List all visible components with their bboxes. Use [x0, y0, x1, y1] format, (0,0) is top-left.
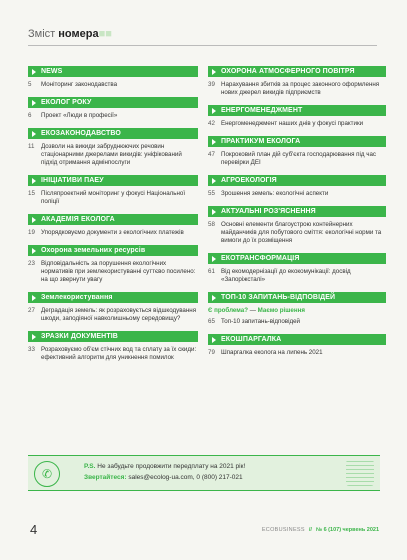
footer: ECOBUSINESS // № 6 (107) червень 2021 — [261, 527, 379, 533]
toc-entry[interactable]: 55 Зрошення земель: екологічні аспекти — [208, 190, 329, 197]
page-number: 4 — [30, 522, 38, 537]
triangle-icon — [212, 295, 216, 301]
toc-entry[interactable]: 42 Енергоменеджмент наших днів у фокусі практики — [208, 120, 364, 127]
toc-entry[interactable]: 6 Проект «Люди в професії» — [28, 112, 118, 119]
toc-section — [208, 105, 386, 128]
toc-entry[interactable]: 58 Основні елементи благоустрою контейнерних майданчиків для побутового сміття: екологічні норми та вимоги до їх розміщення — [208, 221, 382, 244]
toc-section — [28, 66, 198, 89]
toc-section — [208, 206, 386, 245]
toc-section — [28, 245, 198, 284]
section-header: Охорона земельних ресурсів — [28, 245, 198, 256]
toc-entry[interactable]: 39 Нарахування збитків за процес законного оформлення нових джерел викидів підприємств — [208, 81, 380, 96]
section-header: АКАДЕМІЯ ЕКОЛОГА — [28, 214, 198, 225]
toc-entry[interactable]: 27 Деградація земель: як розраховується відшкодування шкоди, заподіяної навколишньому середовищу? — [28, 307, 197, 322]
decorative-pattern — [346, 460, 374, 486]
triangle-icon — [32, 295, 36, 301]
toc-section — [28, 175, 198, 206]
toc-section — [28, 331, 198, 362]
triangle-icon — [32, 100, 36, 106]
section-header: ТОП-10 ЗАПИТАНЬ-ВІДПОВІДЕЙ — [208, 292, 386, 303]
triangle-icon — [212, 139, 216, 145]
toc-right-column — [208, 66, 386, 357]
toc-section — [28, 128, 198, 167]
triangle-icon — [212, 108, 216, 114]
section-header: ЕКОЗАКОНОДАВСТВО — [28, 128, 198, 139]
toc-section — [208, 334, 386, 357]
section-header: ЕКОШПАРГАЛКА — [208, 334, 386, 345]
toc-entry[interactable]: 47 Покроковий план дій суб'єкта господарювання під час перевірки ДЕІ — [208, 151, 376, 166]
toc-entry[interactable]: 79 Шпаргалка еколога на липень 2021 — [208, 349, 323, 356]
toc-section — [208, 66, 386, 97]
triangle-icon — [32, 217, 36, 223]
subscription-reminder — [28, 455, 380, 491]
toc-entry[interactable]: 19 Упорядковуємо документи з екологічних платежів — [28, 229, 184, 236]
section-header: ЕНЕРГОМЕНЕДЖМЕНТ — [208, 105, 386, 116]
toc-entry[interactable]: 61 Від екомодернізації до екокомунікації: досвід «Запоріжсталі» — [208, 268, 351, 283]
toc-entry[interactable]: 5 Моніторинг законодавства — [28, 81, 118, 88]
triangle-icon — [32, 248, 36, 254]
triangle-icon — [212, 256, 216, 262]
section-header: ЕКОЛОГ РОКУ — [28, 97, 198, 108]
phone-icon: ✆ — [34, 461, 60, 487]
section-header: NEWS — [28, 66, 198, 77]
toc-section — [208, 292, 386, 326]
triangle-icon — [32, 69, 36, 75]
page-title: Зміст номера■■ — [28, 28, 112, 40]
toc-section — [28, 292, 198, 323]
toc-entry[interactable]: 23 Відповідальність за порушення екологічних нормативів при землекористуванні суттєво посилено: на що звернути увагу — [28, 260, 196, 283]
section-header: ПРАКТИКУМ ЕКОЛОГА — [208, 136, 386, 147]
section-header: Землекористування — [28, 292, 198, 303]
contact-line: Звертайтеся: sales@ecolog-ua.com, 0 (800) 217-021 — [84, 474, 243, 481]
section-header: АКТУАЛЬНІ РОЗ'ЯСНЕННЯ — [208, 206, 386, 217]
header-divider — [28, 45, 377, 46]
section-header: АГРОЕКОЛОГІЯ — [208, 175, 386, 186]
section-header: ЕКОТРАНСФОРМАЦІЯ — [208, 253, 386, 264]
toc-section — [208, 136, 386, 167]
toc-entry[interactable]: 65 Топ-10 запитань-відповідей — [208, 318, 300, 325]
triangle-icon — [212, 69, 216, 75]
toc-entry[interactable]: 33 Розраховуємо об'єм стічних вод та сплату за їх скиди: ефективний алгоритм для уникнення помилок — [28, 346, 197, 361]
triangle-icon — [32, 178, 36, 184]
contact-link[interactable]: sales@ecolog-ua.com, 0 (800) 217-021 — [128, 474, 243, 481]
triangle-icon — [32, 131, 36, 137]
toc-entry[interactable]: 15 Післяпроектний моніторинг у фокусі Національної поліції — [28, 190, 186, 205]
toc-left-column — [28, 66, 198, 362]
toc-section — [28, 97, 198, 120]
qa-tagline: Є проблема? — Маємо рішення — [208, 307, 305, 314]
section-header: ЗРАЗКИ ДОКУМЕНТІВ — [28, 331, 198, 342]
section-header: ІНІЦІАТИВИ ПАЕУ — [28, 175, 198, 186]
triangle-icon — [212, 337, 216, 343]
triangle-icon — [212, 178, 216, 184]
triangle-icon — [32, 334, 36, 340]
toc-section — [208, 175, 386, 198]
toc-entry[interactable]: 11 Дозволи на викиди забруднюючих речовин стаціонарними джерелами викидів: уніфікований підхід отримання адмінпослуги — [28, 143, 182, 166]
triangle-icon — [212, 209, 216, 215]
section-header: ОХОРОНА АТМОСФЕРНОГО ПОВІТРЯ — [208, 66, 386, 77]
toc-section — [28, 214, 198, 237]
toc-section — [208, 253, 386, 284]
ps-line: P.S. Не забудьте продовжити передплату на 2021 рік! — [84, 463, 246, 470]
